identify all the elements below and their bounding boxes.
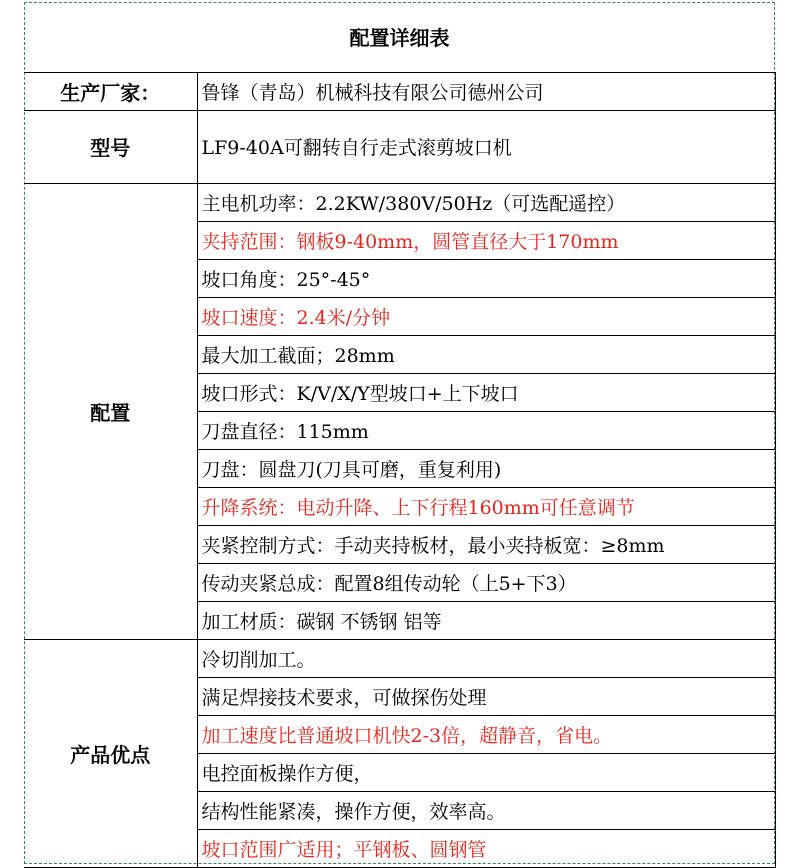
manufacturer-label: 生产厂家： <box>24 72 197 110</box>
table-title: 配置详细表 <box>24 2 775 72</box>
config-item: 夹持范围：钢板9-40mm，圆管直径大于170mm <box>197 221 775 259</box>
config-item: 坡口速度：2.4米/分钟 <box>197 297 775 335</box>
config-item: 刀盘：圆盘刀(刀具可磨，重复利用) <box>197 449 775 487</box>
config-label: 配置 <box>24 183 197 639</box>
config-item: 坡口形式：K/V/X/Y型坡口+上下坡口 <box>197 373 775 411</box>
config-item: 刀盘直径：115mm <box>197 411 775 449</box>
advantages-item: 加工速度比普通坡口机快2-3倍，超静音，省电。 <box>197 715 775 753</box>
config-sheet <box>24 2 775 864</box>
model-label: 型号 <box>24 110 197 183</box>
manufacturer-value: 鲁锋（青岛）机械科技有限公司德州公司 <box>197 72 775 110</box>
config-item: 夹紧控制方式：手动夹持板材，最小夹持板宽：≥8mm <box>197 525 775 563</box>
advantages-item: 结构性能紧凑，操作方便，效率高。 <box>197 791 775 829</box>
config-item: 传动夹紧总成：配置8组传动轮（上5+下3） <box>197 563 775 601</box>
config-item: 坡口角度：25°-45° <box>197 259 775 297</box>
config-table <box>24 2 776 868</box>
advantages-item: 坡口范围广适用；平钢板、圆钢管 <box>197 829 775 867</box>
config-item: 加工材质：碳钢 不锈钢 铝等 <box>197 601 775 639</box>
advantages-item: 冷切削加工。 <box>197 639 775 677</box>
advantages-item: 满足焊接技术要求，可做探伤处理 <box>197 677 775 715</box>
advantages-item: 电控面板操作方便， <box>197 753 775 791</box>
advantages-row <box>24 639 775 677</box>
advantages-label: 产品优点 <box>24 639 197 867</box>
config-item: 主电机功率：2.2KW/380V/50Hz（可选配遥控） <box>197 183 775 221</box>
model-value: LF9-40A可翻转自行走式滚剪坡口机 <box>197 110 775 183</box>
config-row <box>24 183 775 221</box>
config-item: 升降系统：电动升降、上下行程160mm可任意调节 <box>197 487 775 525</box>
config-item: 最大加工截面；28mm <box>197 335 775 373</box>
